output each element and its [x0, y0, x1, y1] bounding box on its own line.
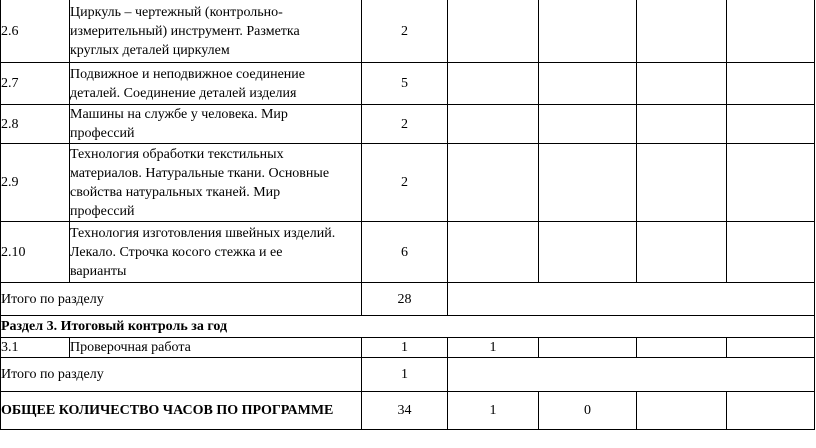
subtotal-label: Итого по разделу: [1, 358, 362, 392]
topic-line: свойства натуральных тканей. Мир: [70, 184, 281, 200]
empty-cell: [448, 63, 539, 105]
empty-cell: [539, 63, 637, 105]
hours-cell: 1: [362, 338, 448, 358]
topic-line: измерительный) инструмент. Разметка: [70, 23, 300, 39]
empty-cell: [539, 222, 637, 283]
topic-line: Машины на службе у человека. Мир: [70, 107, 288, 122]
empty-cell: [448, 283, 815, 316]
empty-cell: [448, 105, 539, 144]
empty-cell: [637, 392, 727, 430]
subtotal-label: Итого по разделу: [1, 283, 362, 316]
table-row: [1, 63, 815, 105]
topic-cell: [70, 63, 362, 105]
empty-cell: [637, 105, 727, 144]
row-number: 2.10: [1, 222, 70, 283]
row-number: 2.6: [1, 0, 70, 63]
empty-cell: [727, 222, 815, 283]
row-number: 2.9: [1, 144, 70, 222]
topic-line: Циркуль – чертежный (контрольно-: [70, 4, 283, 20]
topic-cell: [70, 222, 362, 283]
value-cell: 0: [539, 392, 637, 430]
hours-cell: 5: [362, 63, 448, 105]
empty-cell: [539, 105, 637, 144]
empty-cell: [448, 222, 539, 283]
topic-line: Технология обработки текстильных: [70, 146, 284, 162]
section-header-row: [1, 316, 815, 338]
empty-cell: [637, 222, 727, 283]
empty-cell: [727, 392, 815, 430]
topic-cell: [70, 105, 362, 144]
subtotal-hours: 28: [362, 283, 448, 316]
empty-cell: [727, 105, 815, 144]
row-number: 2.7: [1, 63, 70, 105]
topic-cell: [70, 0, 362, 63]
topic-line: Технология изготовления швейных изделий.: [70, 225, 336, 241]
hours-cell: 2: [362, 105, 448, 144]
topic-cell: [70, 144, 362, 222]
grand-total-hours: 34: [362, 392, 448, 430]
empty-cell: [637, 0, 727, 63]
empty-cell: [727, 63, 815, 105]
empty-cell: [637, 144, 727, 222]
table-row: [1, 144, 815, 222]
empty-cell: [727, 0, 815, 63]
topic-line: Лекало. Строчка косого стежка и ее: [70, 244, 283, 260]
empty-cell: [539, 338, 637, 358]
row-number: 3.1: [1, 338, 70, 358]
topic-line: профессий: [70, 203, 135, 219]
topic-line: профессий: [70, 126, 135, 141]
row-number: 2.8: [1, 105, 70, 144]
table-row: [1, 105, 815, 144]
hours-cell: 6: [362, 222, 448, 283]
value-cell: 1: [448, 392, 539, 430]
topic-cell: Проверочная работа: [70, 338, 362, 358]
empty-cell: [727, 338, 815, 358]
section-title: Раздел 3. Итоговый контроль за год: [1, 316, 815, 338]
table-row: [1, 338, 815, 358]
empty-cell: [448, 144, 539, 222]
topic-line: варианты: [70, 263, 127, 279]
topic-line: Подвижное и неподвижное соединение: [70, 66, 305, 82]
topic-line: материалов. Натуральные ткани. Основные: [70, 165, 330, 181]
empty-cell: [637, 63, 727, 105]
empty-cell: [637, 338, 727, 358]
hours-cell: 2: [362, 144, 448, 222]
grand-total-label: ОБЩЕЕ КОЛИЧЕСТВО ЧАСОВ ПО ПРОГРАММЕ: [1, 392, 362, 430]
subtotal-hours: 1: [362, 358, 448, 392]
value-cell: 1: [448, 338, 539, 358]
topic-line: деталей. Соединение деталей изделия: [70, 85, 297, 101]
empty-cell: [448, 358, 815, 392]
table-row: [1, 222, 815, 283]
empty-cell: [448, 0, 539, 63]
topic-line: круглых деталей циркулем: [70, 42, 230, 58]
subtotal-row: [1, 358, 815, 392]
grand-total-row: [1, 392, 815, 430]
table-row: [1, 0, 815, 63]
empty-cell: [539, 144, 637, 222]
empty-cell: [539, 0, 637, 63]
hours-cell: 2: [362, 0, 448, 63]
empty-cell: [727, 144, 815, 222]
subtotal-row: [1, 283, 815, 316]
